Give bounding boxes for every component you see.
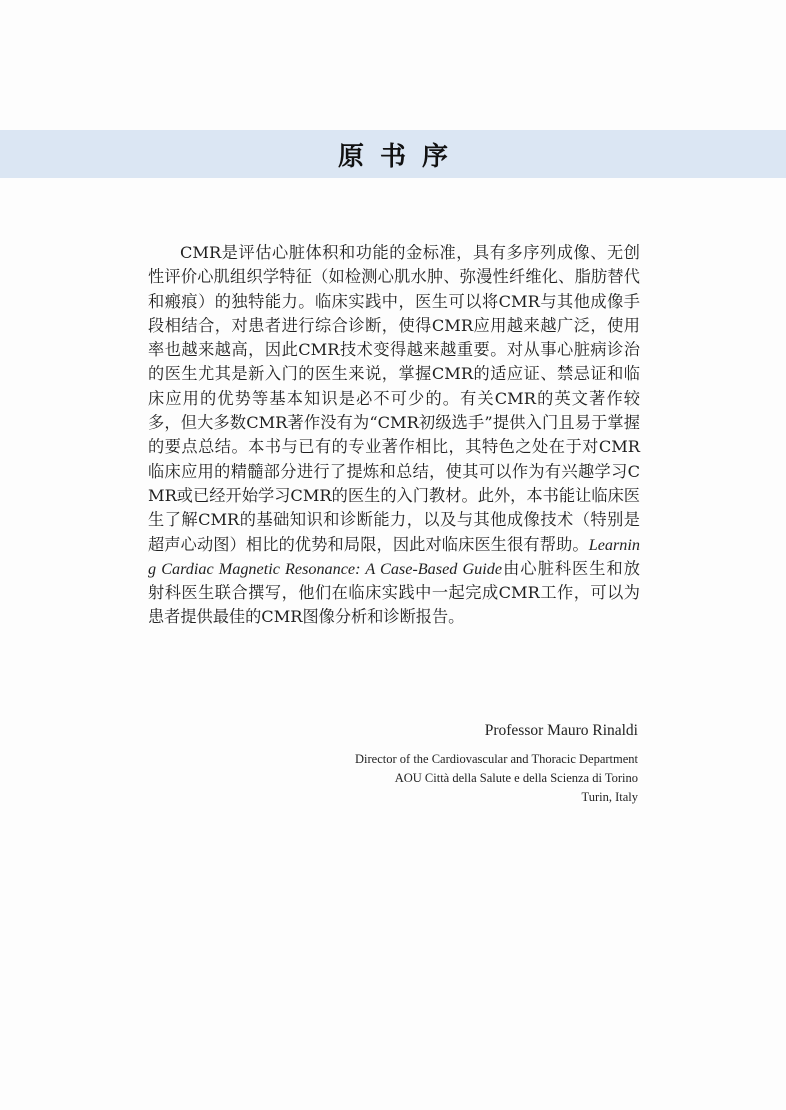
preface-paragraph [148,241,640,630]
title-band [0,130,786,178]
signature-title: Director of the Cardiovascular and Thoracic Department [355,752,638,766]
book-title: Learning Cardiac Magnetic Resonance: A Case-Based Guide [148,535,640,578]
signature-name: Professor Mauro Rinaldi [484,722,638,739]
paragraph-part2: 由心脏科医生和放射科医生联合撰写，他们在临床实践中一起完成CMR工作，可以为患者提供最佳的CMR图像分析和诊断报告。 [148,558,640,627]
paragraph-part1: CMR是评估心脏体积和功能的金标准，具有多序列成像、无创性评价心肌组织学特征（如检测心肌水肿、弥漫性纤维化、脂肪替代和瘢痕）的独特能力。临床实践中，医生可以将CMR与其他成像手段相结合，对患者进行综合诊断，使得CMR应用越来越广泛，使用率也越来越高，因此CMR技术变得越来越重要。对从事心脏病诊治的医生尤其是新入门的医生来说，掌握CMR的适应证、禁忌证和临床应用的优势等基本知识是必不可少的。有关CMR的英文著作较多，但大多数CMR著作没有为“CMR初级选手”提供入门且易于掌握的要点总结。本书与已有的专业著作相比，其特色之处在于对CMR临床应用的精髓部分进行了提炼和总结，使其可以作为有兴趣学习CMR或已经开始学习CMR的医生的入门教材。此外，本书能让临床医生了解CMR的基础知识和诊断能力，以及与其他成像技术（特别是超声心动图）相比的优势和局限，因此对临床医生很有帮助。 [148,243,640,554]
signature-location: Turin, Italy [581,790,638,804]
page-title: 原书序 [337,141,464,172]
signature-block [218,722,638,807]
signature-institution: AOU Città della Salute e della Scienza di Torino [394,771,638,785]
